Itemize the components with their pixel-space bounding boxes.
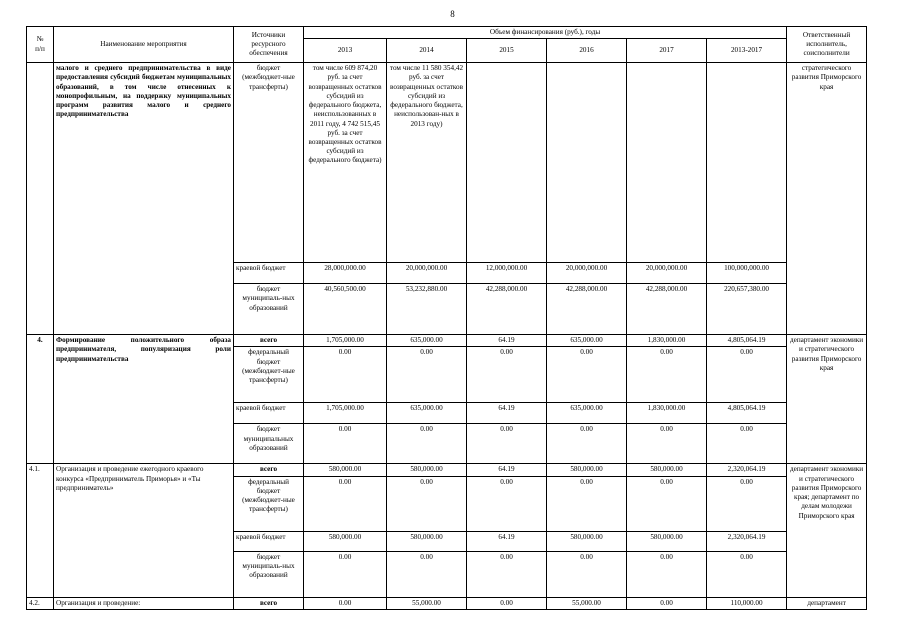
- value-cell: 0.00: [707, 476, 787, 531]
- value-cell: [467, 63, 547, 263]
- table-row: [27, 597, 867, 609]
- value-cell: 20,000,000.00: [627, 263, 707, 284]
- source-cell: краевой бюджет: [234, 403, 304, 424]
- source-cell: бюджет муниципальных образований: [234, 424, 304, 464]
- value-cell: 64.19: [467, 335, 547, 347]
- funding-table: [26, 26, 867, 610]
- value-cell: 4,805,064.19: [707, 403, 787, 424]
- value-cell: 580,000.00: [304, 531, 387, 551]
- value-cell: 0.00: [387, 347, 467, 403]
- value-cell: [707, 63, 787, 263]
- activity-name: Формирование положительного образа предпринимателя, популяризация роли предпринимательства: [54, 335, 234, 464]
- value-cell: 635,000.00: [547, 403, 627, 424]
- source-cell: бюджет (межбюджет-ные трансферты): [234, 63, 304, 263]
- value-cell: 635,000.00: [547, 335, 627, 347]
- value-cell: [547, 63, 627, 263]
- value-cell: 0.00: [304, 551, 387, 597]
- source-cell: всего: [234, 597, 304, 609]
- source-cell: краевой бюджет: [234, 531, 304, 551]
- table-row: [27, 63, 867, 263]
- value-cell: 0.00: [627, 597, 707, 609]
- header-responsible: Ответственный исполнитель, соисполнители: [787, 27, 867, 63]
- value-cell: 0.00: [467, 347, 547, 403]
- value-cell: 1,705,000.00: [304, 403, 387, 424]
- value-cell: 635,000.00: [387, 403, 467, 424]
- value-cell: 2,320,064.19: [707, 531, 787, 551]
- value-cell: 64.19: [467, 403, 547, 424]
- value-cell: 42,288,000.00: [547, 284, 627, 335]
- header-year: 2017: [627, 39, 707, 63]
- value-cell: 0.00: [304, 476, 387, 531]
- activity-name: Организация и проведение ежегодного краевого конкурса «Предприниматель Приморья» и «Ты предприниматель»: [54, 464, 234, 597]
- value-cell: 0.00: [627, 551, 707, 597]
- value-cell: 0.00: [547, 347, 627, 403]
- value-cell: 28,000,000.00: [304, 263, 387, 284]
- value-cell: 0.00: [547, 476, 627, 531]
- value-cell: 0.00: [547, 551, 627, 597]
- value-cell: том числе 609 874,20 руб. за счет возвращенных остатков субсидий из федерального бюджета, неиспользованных в 2011 году, 4 742 515,45 руб. за счет возвращенных остатков субсидий из федерального бюджета): [304, 63, 387, 263]
- activity-name: малого и среднего предпринимательства в виде предоставления субсидий бюджетам муниципальных образований, в том числе отнесенных к монопрофильным, на поддержку муниципальных программ развития малого и среднего предпринимательства: [54, 63, 234, 335]
- value-cell: 220,657,380.00: [707, 284, 787, 335]
- value-cell: 55,000.00: [387, 597, 467, 609]
- value-cell: 0.00: [627, 424, 707, 464]
- header-year: 2015: [467, 39, 547, 63]
- value-cell: 580,000.00: [627, 531, 707, 551]
- value-cell: 0.00: [467, 551, 547, 597]
- value-cell: 100,000,000.00: [707, 263, 787, 284]
- value-cell: 580,000.00: [627, 464, 707, 476]
- value-cell: 0.00: [467, 424, 547, 464]
- header-year: 2013: [304, 39, 387, 63]
- value-cell: 635,000.00: [387, 335, 467, 347]
- value-cell: 1,830,000.00: [627, 403, 707, 424]
- responsible-cell: департамент: [787, 597, 867, 609]
- responsible-cell: стратегического развития Приморского края: [787, 63, 867, 335]
- header-source: Источники ресурсного обеспечения: [234, 27, 304, 63]
- value-cell: 110,000.00: [707, 597, 787, 609]
- value-cell: 0.00: [627, 347, 707, 403]
- value-cell: 0.00: [387, 424, 467, 464]
- value-cell: 0.00: [304, 424, 387, 464]
- value-cell: 0.00: [387, 551, 467, 597]
- table-row: [27, 464, 867, 476]
- value-cell: 580,000.00: [304, 464, 387, 476]
- header-year: 2014: [387, 39, 467, 63]
- row-num: 4.2.: [27, 597, 54, 609]
- responsible-cell: департамент экономики и стратегического развития Приморского края; департамент по делам молодежи Приморского края: [787, 464, 867, 597]
- value-cell: том числе 11 580 354,42 руб. за счет возвращенных остатков субсидий из федерального бюджета, неиспользован-ных в 2013 году): [387, 63, 467, 263]
- value-cell: 42,288,000.00: [627, 284, 707, 335]
- source-cell: всего: [234, 464, 304, 476]
- value-cell: [627, 63, 707, 263]
- source-cell: бюджет муниципаль-ных образований: [234, 551, 304, 597]
- value-cell: 0.00: [707, 551, 787, 597]
- value-cell: 20,000,000.00: [387, 263, 467, 284]
- value-cell: 0.00: [707, 424, 787, 464]
- value-cell: 53,232,880.00: [387, 284, 467, 335]
- value-cell: 4,805,064.19: [707, 335, 787, 347]
- value-cell: 1,830,000.00: [627, 335, 707, 347]
- value-cell: 64.19: [467, 464, 547, 476]
- value-cell: 1,705,000.00: [304, 335, 387, 347]
- row-num: 4.1.: [27, 464, 54, 597]
- activity-name: Организация и проведение:: [54, 597, 234, 609]
- value-cell: 2,320,064.19: [707, 464, 787, 476]
- table-row: [27, 335, 867, 347]
- value-cell: 580,000.00: [387, 464, 467, 476]
- value-cell: 20,000,000.00: [547, 263, 627, 284]
- responsible-cell: департамент экономики и стратегического развития Приморского края: [787, 335, 867, 464]
- value-cell: 0.00: [547, 424, 627, 464]
- source-cell: всего: [234, 335, 304, 347]
- value-cell: 0.00: [387, 476, 467, 531]
- value-cell: 42,288,000.00: [467, 284, 547, 335]
- value-cell: 0.00: [304, 597, 387, 609]
- value-cell: 0.00: [707, 347, 787, 403]
- row-num: [27, 63, 54, 335]
- row-num: 4.: [27, 335, 54, 464]
- header-name: Наименование мероприятия: [54, 27, 234, 63]
- source-cell: федеральный бюджет (межбюджет-ные трансферты): [234, 476, 304, 531]
- header-num: № п/п: [27, 27, 54, 63]
- value-cell: 0.00: [627, 476, 707, 531]
- header-year: 2016: [547, 39, 627, 63]
- value-cell: 0.00: [467, 476, 547, 531]
- value-cell: 580,000.00: [547, 531, 627, 551]
- header-year: 2013-2017: [707, 39, 787, 63]
- source-cell: бюджет муниципаль-ных образований: [234, 284, 304, 335]
- source-cell: федеральный бюджет (межбюджет-ные трансферты): [234, 347, 304, 403]
- source-cell: краевой бюджет: [234, 263, 304, 284]
- value-cell: 0.00: [304, 347, 387, 403]
- header-funding: Объем финансирования (руб.), годы: [304, 27, 787, 39]
- value-cell: 580,000.00: [547, 464, 627, 476]
- page-number: 8: [450, 9, 455, 19]
- value-cell: 0.00: [467, 597, 547, 609]
- value-cell: 12,000,000.00: [467, 263, 547, 284]
- value-cell: 64.19: [467, 531, 547, 551]
- value-cell: 55,000.00: [547, 597, 627, 609]
- value-cell: 40,560,500.00: [304, 284, 387, 335]
- value-cell: 580,000.00: [387, 531, 467, 551]
